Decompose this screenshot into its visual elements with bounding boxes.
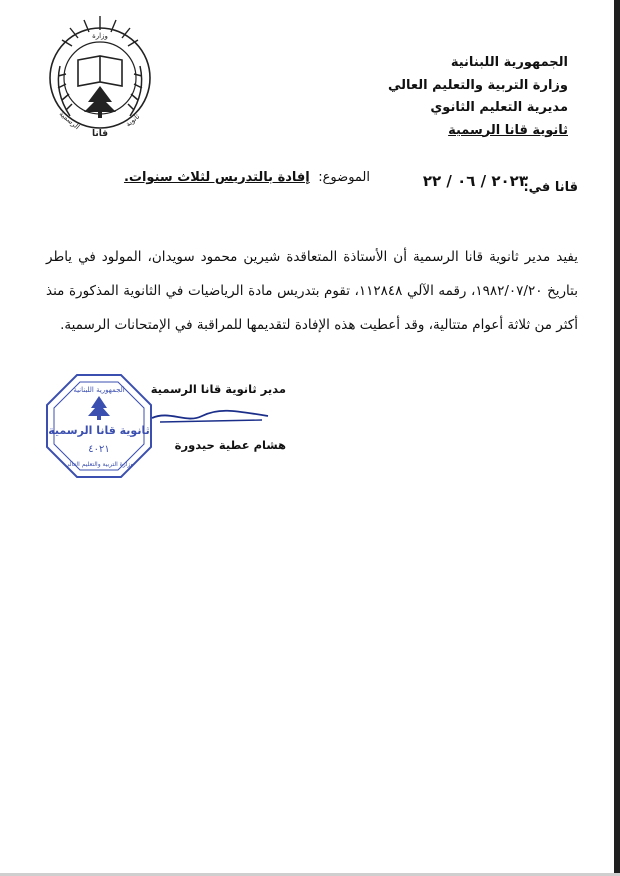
stamp-middle-text: ثانوية قانا الرسمية — [48, 424, 150, 437]
logo-ring-right-text: ثانوية — [124, 112, 142, 129]
signatory-name: هشام عطية حيدورة — [174, 438, 286, 452]
signature-stroke-2 — [160, 420, 262, 422]
letter-date: ٢٠٢٣ / ٠٦ / ٢٢ — [422, 172, 528, 190]
letterhead — [368, 52, 568, 142]
signature-stroke — [152, 411, 268, 419]
subject-label: الموضوع: — [318, 170, 370, 185]
book-icon — [78, 56, 122, 86]
ministry-name: وزارة التربية والتعليم العالي — [387, 77, 568, 93]
handwritten-signature — [150, 404, 270, 428]
subject-text: إفادة بالتدريس لثلاث سنوات. — [123, 170, 310, 185]
stamp-bottom-text: وزارة التربية والتعليم العالي — [64, 461, 134, 468]
logo-ring-left-text: الرسمية — [57, 109, 81, 132]
place-date-subject-row — [58, 170, 578, 196]
stamp-code: ٤٠٢١ — [88, 444, 110, 455]
scan-edge-right — [614, 0, 620, 876]
stamp-cedar-icon — [88, 396, 110, 420]
logo-ring-bottom-text: قانا — [91, 129, 109, 139]
cedar-icon — [84, 86, 116, 118]
stamp-top-text: الجمهورية اللبنانية — [73, 386, 125, 394]
republic-name: الجمهورية اللبنانية — [450, 55, 568, 70]
subject-line — [124, 170, 370, 185]
certificate-body: يفيد مدير ثانوية قانا الرسمية أن الأستاذة المتعاقدة شيرين محمود سويدان، المولود في ياطر بتاريخ ١٩٨٢/٠٧/٢٠، رقمه الآلي ١١٢٨٤٨، تقوم بتدريس مادة الرياضيات في الثانوية المذكورة منذ أكثر من ثلاثة أعوام متتالية، وقد أعطيت هذه الإفادة لتقديمها للمراقبة في الإمتحانات الرسمية. — [46, 249, 578, 333]
place-label: قانا في: — [523, 180, 578, 195]
directorate-name: مديرية التعليم الثانوي — [430, 100, 568, 115]
official-stamp — [44, 372, 154, 480]
logo-ring-top-text: وزارة — [92, 32, 108, 40]
school-logo — [44, 12, 156, 142]
school-name: ثانوية قانا الرسمية — [448, 122, 568, 138]
signatory-title: مدير ثانوية قانا الرسمية — [150, 382, 286, 396]
